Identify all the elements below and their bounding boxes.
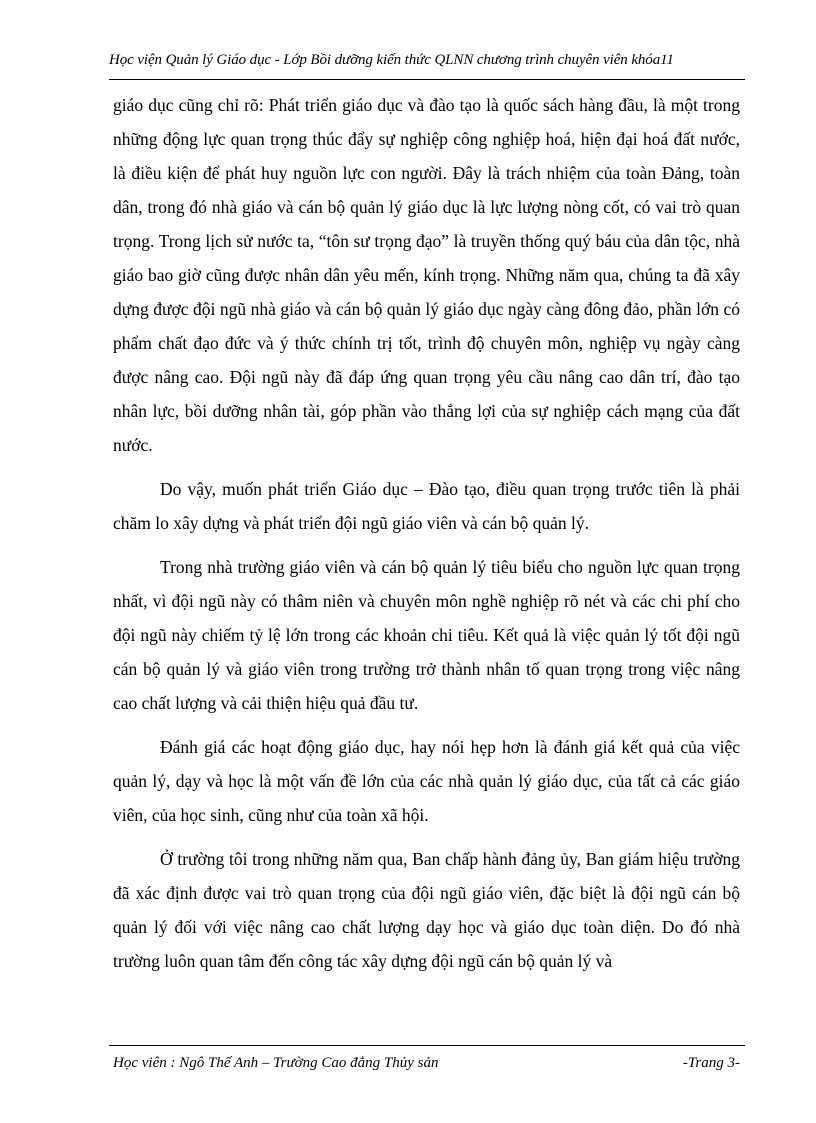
header-divider <box>109 79 745 80</box>
paragraph-1: giáo dục cũng chỉ rõ: Phát triển giáo dục và đào tạo là quốc sách hàng đầu, là một trong những động lực quan trọng thúc đẩy sự nghiệp công nghiệp hoá, hiện đại hoá đất nước, là điều kiện để phát huy nguồn lực con người. Đây là trách nhiệm của toàn Đảng, toàn dân, trong đó nhà giáo và cán bộ quản lý giáo dục là lực lượng nòng cốt, có vai trò quan trọng. Trong lịch sử nước ta, “tôn sư trọng đạo” là truyền thống quý báu của dân tộc, nhà giáo bao giờ cũng được nhân dân yêu mến, kính trọng. Những năm qua, chúng ta đã xây dựng được đội ngũ nhà giáo và cán bộ quản lý giáo dục ngày càng đông đảo, phần lớn có phẩm chất đạo đức và ý thức chính trị tốt, trình độ chuyên môn, nghiệp vụ ngày càng được nâng cao. Đội ngũ này đã đáp ứng quan trọng yêu cầu nâng cao dân trí, đào tạo nhân lực, bồi dưỡng nhân tài, góp phần vào thắng lợi của sự nghiệp cách mạng của đất nước. <box>113 95 740 455</box>
footer-author: Học viên : Ngô Thế Anh – Trường Cao đẳng Thủy sản <box>113 1055 439 1071</box>
page-footer <box>113 1053 740 1073</box>
page-header: Học viện Quản lý Giáo dục - Lớp Bồi dưỡng kiến thức QLNN chương trình chuyên viên khóa11 <box>109 52 674 68</box>
document-body <box>113 88 740 978</box>
paragraph-3: Trong nhà trường giáo viên và cán bộ quản lý tiêu biểu cho nguồn lực quan trọng nhất, vì đội ngũ này có thâm niên và chuyên môn nghề nghiệp rõ nét và các chi phí cho đội ngũ này chiếm tỷ lệ lớn trong các khoản chi tiêu. Kết quả là việc quản lý tốt đội ngũ cán bộ quản lý và giáo viên trong trường trở thành nhân tố quan trọng trong việc nâng cao chất lượng và cải thiện hiệu quả đầu tư. <box>113 557 740 713</box>
paragraph-2: Do vậy, muốn phát triển Giáo dục – Đào tạo, điều quan trọng trước tiên là phải chăm lo xây dựng và phát triển đội ngũ giáo viên và cán bộ quản lý. <box>113 479 740 533</box>
paragraph-4: Đánh giá các hoạt động giáo dục, hay nói hẹp hơn là đánh giá kết quả của việc quản lý, dạy và học là một vấn đề lớn của các nhà quản lý giáo dục, của tất cả các giáo viên, của học sinh, cũng như của toàn xã hội. <box>113 737 740 825</box>
page-number: -Trang 3- <box>682 1055 740 1071</box>
footer-divider <box>109 1045 745 1046</box>
paragraph-5: Ở trường tôi trong những năm qua, Ban chấp hành đảng ủy, Ban giám hiệu trường đã xác định được vai trò quan trọng của đội ngũ giáo viên, đặc biệt là đội ngũ cán bộ quản lý đối với việc nâng cao chất lượng dạy học và giáo dục toàn diện. Do đó nhà trường luôn quan tâm đến công tác xây dựng đội ngũ cán bộ quản lý và <box>113 849 740 971</box>
